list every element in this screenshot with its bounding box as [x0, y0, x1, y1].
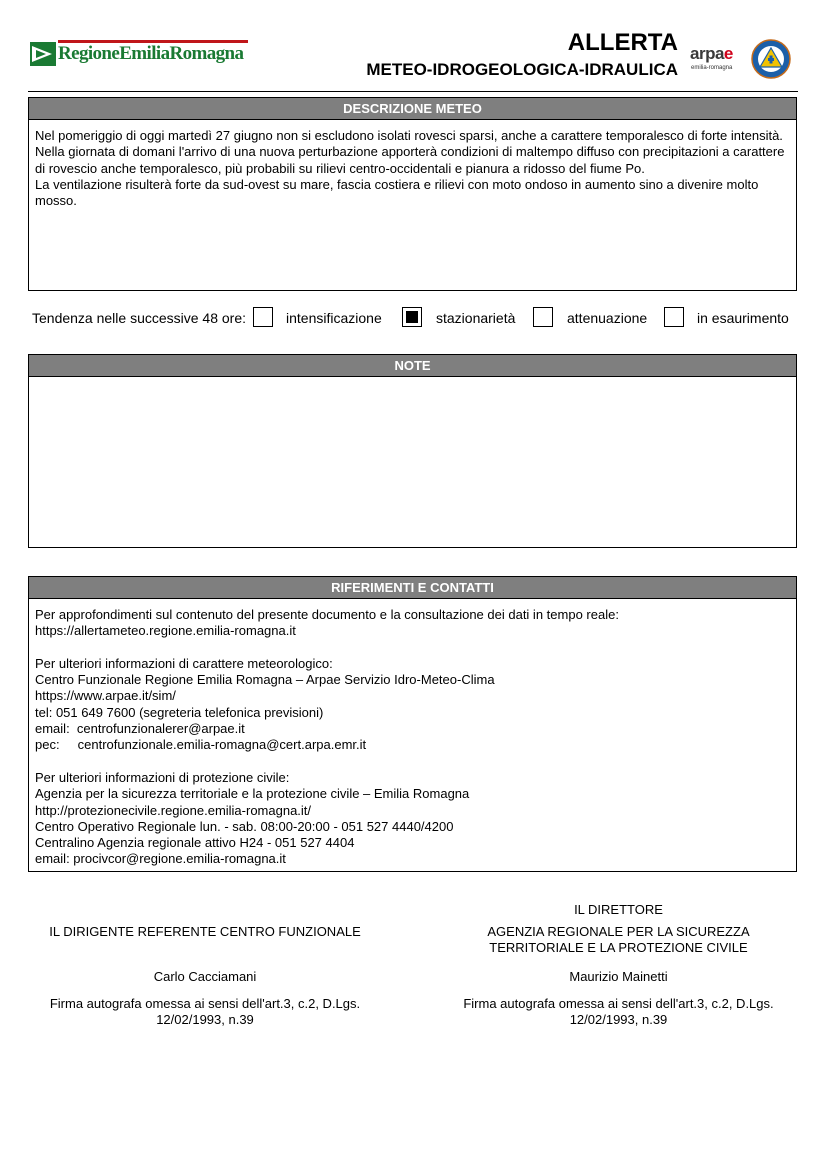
- note-heading: NOTE: [29, 355, 796, 377]
- firma-destra-nota: Firma autografa omessa ai sensi dell'art.3, c.2, D.Lgs.: [463, 996, 774, 1011]
- tendenza-row: [32, 307, 802, 329]
- firma-sinistra-nota-data: 12/02/1993, n.39: [156, 1012, 254, 1027]
- regione-emilia-romagna-logo: [30, 40, 248, 72]
- riferimenti-email[interactable]: email: procivcor@regione.emilia-romagna.it: [35, 851, 286, 867]
- firma-destra-ruolo: AGENZIA REGIONALE PER LA SICUREZZA: [487, 924, 750, 939]
- checkbox-in-esaurimento[interactable]: [664, 307, 684, 327]
- page-title: ALLERTA: [567, 29, 678, 56]
- option-attenuazione-label: attenuazione: [567, 310, 648, 326]
- descrizione-meteo-heading: DESCRIZIONE METEO: [29, 98, 796, 120]
- riferimenti-line: Centralino Agenzia regionale attivo H24 - 051 527 4404: [35, 835, 355, 851]
- arpae-word-accent: e: [723, 44, 733, 63]
- firma-sinistra-ruolo: IL DIRIGENTE REFERENTE CENTRO FUNZIONALE: [49, 924, 361, 939]
- descrizione-meteo-box: [28, 97, 797, 291]
- riferimenti-link[interactable]: http://protezionecivile.regione.emilia-romagna.it/: [35, 802, 312, 818]
- arpae-logo: [690, 44, 742, 74]
- riferimenti-line: Per ulteriori informazioni di protezione civile:: [35, 769, 290, 785]
- descrizione-paragraph: Nel pomeriggio di oggi martedì 27 giugno non si escludono isolati rovesci sparsi, anche a carattere temporalesco di forte intensità.: [35, 128, 783, 143]
- riferimenti-link[interactable]: https://www.arpae.it/sim/: [35, 688, 176, 704]
- firma-sinistra-nota: Firma autografa omessa ai sensi dell'art.3, c.2, D.Lgs.: [49, 996, 361, 1011]
- checkbox-intensificazione[interactable]: [253, 307, 273, 327]
- riferimenti-text: [29, 599, 796, 868]
- firma-destra-titolo: IL DIRETTORE: [574, 902, 663, 917]
- option-intensificazione-label: intensificazione: [286, 310, 382, 326]
- riferimenti-box: [28, 576, 797, 872]
- riferimenti-line: Centro Funzionale Regione Emilia Romagna – Arpae Servizio Idro-Meteo-Clima: [35, 672, 495, 688]
- protezione-civile-logo-icon: [751, 39, 791, 79]
- riferimenti-heading: RIFERIMENTI E CONTATTI: [29, 577, 796, 599]
- spacer: [35, 640, 790, 656]
- option-stazionarieta-label: stazionarietà: [436, 310, 516, 326]
- tendenza-label: Tendenza nelle successive 48 ore:: [32, 310, 247, 326]
- riferimenti-line: Agenzia per la sicurezza territoriale e la protezione civile – Emilia Romagna: [35, 786, 470, 802]
- descrizione-paragraph: La ventilazione risulterà forte da sud-ovest su mare, fascia costiera e rilievi con moto ondoso in aumento sino a divenire molto mosso.: [35, 176, 759, 209]
- riferimenti-line: Per ulteriori informazioni di carattere meteorologico:: [35, 655, 333, 671]
- page-subtitle: METEO-IDROGEOLOGICA-IDRAULICA: [366, 60, 678, 79]
- firma-destra-nome: Maurizio Mainetti: [569, 969, 668, 984]
- riferimenti-link[interactable]: https://allertameteo.regione.emilia-romagna.it: [35, 623, 296, 639]
- checkbox-stazionarieta[interactable]: [402, 307, 422, 327]
- arpae-subtitle: emilia-romagna: [691, 65, 733, 71]
- firma-destra-nota-data: 12/02/1993, n.39: [569, 1012, 668, 1027]
- firma-sinistra-nome: Carlo Cacciamani: [153, 969, 257, 984]
- header-divider: [28, 91, 798, 92]
- option-in-esaurimento-label: in esaurimento: [697, 310, 789, 326]
- arpae-word: arpae: [690, 44, 733, 63]
- regione-flag-icon: [30, 42, 56, 66]
- riferimenti-line: Centro Operativo Regionale lun. - sab. 08:00-20:00 - 051 527 4440/4200: [35, 818, 454, 834]
- spacer: [35, 754, 790, 770]
- checkbox-attenuazione[interactable]: [533, 307, 553, 327]
- descrizione-paragraph: Nella giornata di domani l'arrivo di una nuova perturbazione apporterà condizioni di maltempo diffuso con precipitazioni a carattere di rovescio anche temporalesco, più probabili su rilievi centro-occidentali e pianura a ridosso del fiume Po.: [35, 144, 785, 176]
- riferimenti-line: tel: 051 649 7600 (segreteria telefonica previsioni): [35, 704, 324, 720]
- logo-text: RegioneEmiliaRomagna: [58, 43, 244, 64]
- note-box: [28, 354, 797, 548]
- riferimenti-line: Per approfondimenti sul contenuto del presente documento e la consultazione dei dati in tempo reale:: [35, 607, 619, 622]
- riferimenti-email[interactable]: email: centrofunzionalerer@arpae.it: [35, 721, 245, 737]
- riferimenti-pec[interactable]: pec: centrofunzionale.emilia-romagna@cert.arpa.emr.it: [35, 737, 367, 753]
- descrizione-meteo-text: [29, 120, 796, 209]
- firma-destra-ruolo-2: TERRITORIALE E LA PROTEZIONE CIVILE: [489, 940, 748, 955]
